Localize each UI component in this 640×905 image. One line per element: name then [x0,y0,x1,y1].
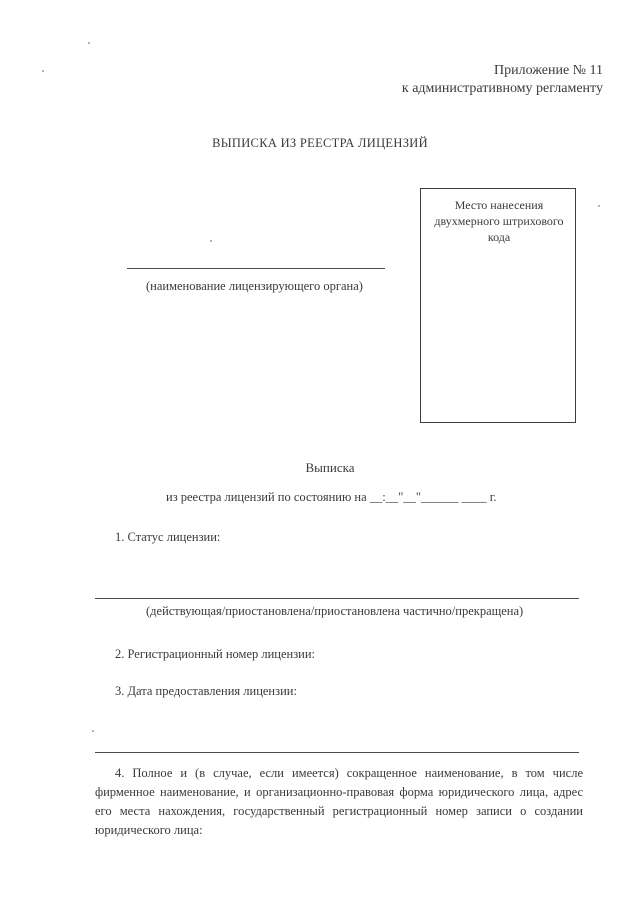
scan-speck [598,205,600,207]
appendix-reference: к административному регламенту [401,81,603,96]
license-status-caption: (действующая/приостановлена/приостановлена частично/прекращена) [146,604,524,618]
grant-date-line [95,752,579,753]
document-title: ВЫПИСКА ИЗ РЕЕСТРА ЛИЦЕНЗИЙ [212,136,428,150]
appendix-header [402,62,603,98]
license-status-label: 1. Статус лицензии: [115,530,221,544]
licensing-body-line [127,268,385,269]
scan-speck [92,730,94,732]
grant-date-label: 3. Дата предоставления лицензии: [115,684,297,698]
as-of-date-line: из реестра лицензий по состоянию на __:__"__"______ ____ г. [166,490,497,504]
scan-speck [210,240,212,242]
license-status-line [95,598,579,599]
barcode-placeholder-text: Место нанесения двухмерного штрихового кода [434,198,564,244]
extract-heading: Выписка [305,460,355,475]
legal-entity-paragraph: 4. Полное и (в случае, если имеется) сокращенное наименование, в том числе фирменное наименование, и организационно-правовая форма юридического лица, адрес его места нахождения, государственный регистрационный номер записи о создании юридического лица: [95,766,583,837]
licensing-body-caption: (наименование лицензирующего органа) [146,279,363,293]
barcode-placeholder-box [420,188,576,423]
appendix-number: Приложение № 11 [494,63,603,78]
scan-speck [42,70,44,72]
registration-number-label: 2. Регистрационный номер лицензии: [115,647,316,661]
scan-speck [88,42,90,44]
